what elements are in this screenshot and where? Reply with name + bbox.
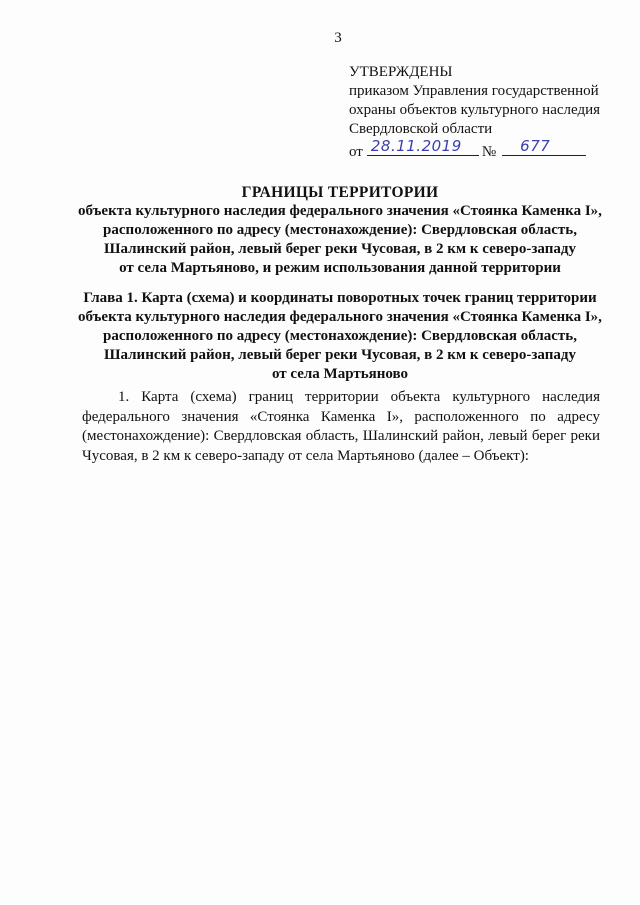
body-paragraph [82,388,600,466]
from-label: от [349,144,363,160]
document-title [60,183,620,278]
approval-block [349,63,634,162]
title-main: ГРАНИЦЫ ТЕРРИТОРИИ [241,184,439,201]
title-line: объекта культурного наследия федерального значения «Стоянка Каменка I», [78,203,602,219]
number-blank [502,139,586,156]
approval-sign-row [349,139,634,162]
paragraph-line: федерального значения «Стоянка Каменка I», расположенного по адресу [82,408,600,425]
chapter-line: объекта культурного наследия федерального значения «Стоянка Каменка I», [78,309,602,325]
title-line: расположенного по адресу (местонахождение): Свердловская область, [103,222,577,238]
approval-line: охраны объектов культурного наследия [349,102,601,118]
chapter-line: расположенного по адресу (местонахождение): Свердловская область, [103,328,577,344]
date-blank [367,139,479,156]
approval-line: приказом Управления государственной [349,83,599,99]
approval-heading: УТВЕРЖДЕНЫ [349,64,453,80]
paragraph-line: Чусовая, в 2 км к северо-западу от села Мартьяново (далее – Объект): [82,447,529,464]
page-number: 3 [334,30,342,46]
number-label: № [481,144,497,160]
title-line: от села Мартьяново, и режим использования данной территории [119,260,561,276]
handwritten-date: 28.11.2019 [370,137,462,155]
title-line: Шалинский район, левый берег реки Чусовая, в 2 км к северо-западу [104,241,576,257]
paragraph-line: (местонахождение): Свердловская область, Шалинский район, левый берег реки [82,428,600,444]
chapter-heading [60,289,620,384]
paragraph-line: 1. Карта (схема) границ территории объекта культурного наследия [118,389,600,405]
handwritten-number: 677 [520,137,551,155]
chapter-line: Шалинский район, левый берег реки Чусовая, в 2 км к северо-западу [104,347,576,363]
chapter-line: от села Мартьяново [271,366,409,382]
chapter-line: Глава 1. Карта (схема) и координаты поворотных точек границ территории [83,290,597,306]
approval-line: Свердловской области [349,121,493,137]
